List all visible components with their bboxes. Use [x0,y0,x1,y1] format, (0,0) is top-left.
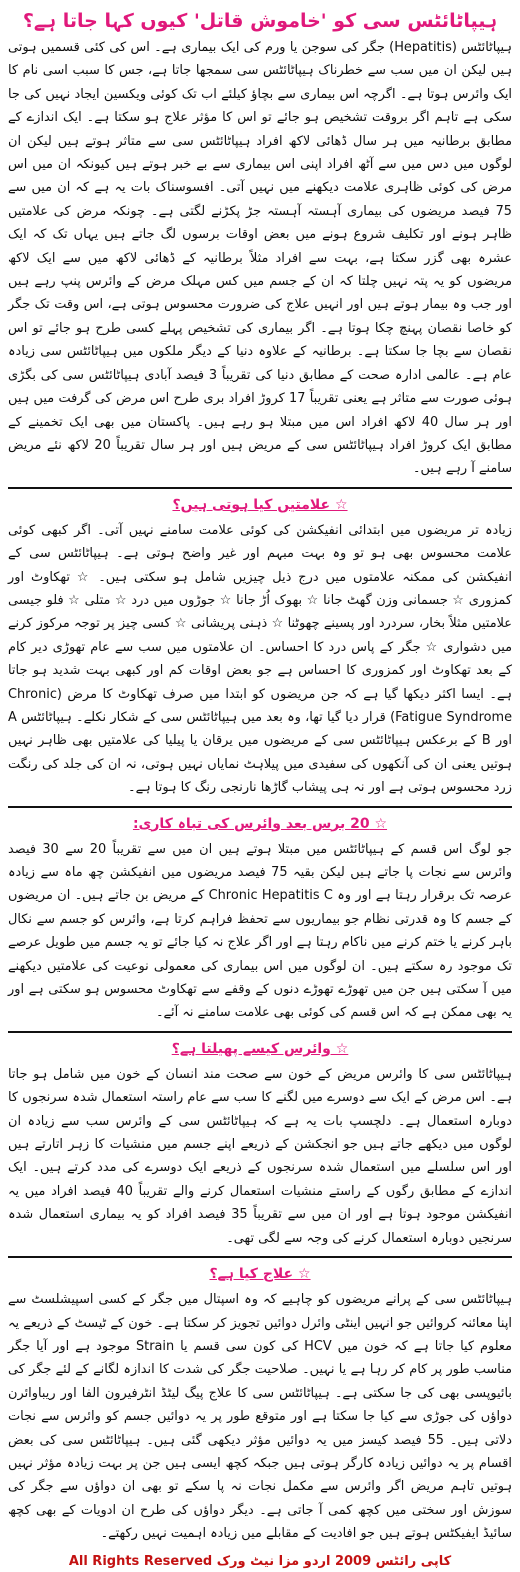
symptoms-paragraph: زیادہ تر مریضوں میں ابتدائی انفیکشن کی کوئی علامت سامنے نہیں آتی۔ اگر کبھی کوئی علامت محسوس بھی ہو تو وہ بہت مبہم اور غیر واضح ہوتی ہے۔ ہیپاٹائٹس سی کے انفیکشن کی ممکنہ علامتوں میں درج ذیل چیزیں شامل ہو سکتی ہیں۔ ☆ تھکاوٹ اور کمزوری ☆ جسمانی وزن گھٹ جانا ☆ بھوک اُڑ جانا ☆ جوڑوں میں درد ☆ متلی ☆ فلو جیسی علامتیں مثلاً بخار، سردرد اور پسینے چھوٹنا ☆ ذہنی پریشانی ☆ کسی چیز پر توجہ مرکوز کرنے میں دشواری ☆ جگر کے پاس درد کا احساس۔ ان علامتوں میں سب سے عام تھوڑی دیر کام کے بعد تھکاوٹ اور کمزوری کا احساس ہے جو بعض اوقات کم اور کبھی بہت شدید ہو جاتا ہے۔ ایسا اکثر دیکھا گیا ہے کہ جن مریضوں کو ابتدا میں صرف تھکاوٹ کا مرض (Chronic Fatigue Syndrome) قرار دیا گیا تھا، وہ بعد میں ہیپاٹائٹس سی کے شکار نکلے۔ ہیپاٹائٹس A اور B کے برعکس ہیپاٹائٹس سی کے مریضوں میں یرقان یا پیلیا کی علامتیں بھی ظاہر نہیں ہوتیں یعنی ان کی آنکھوں کی سفیدی میں پیلاہٹ نمایاں نہیں ہوتی، نہ ان کی جلد کی رنگت زرد محسوس ہوتی ہے اور نہ ہی پیشاب گاڑھا نارنجی رنگ کا ہوتا ہے۔ [8,522,513,796]
section-divider [8,487,512,489]
spread-heading: ☆ وائرس کیسے پھیلتا ہے؟ [171,1040,349,1057]
twenty-years-paragraph: جو لوگ اس قسم کے ہیپاٹائٹس میں مبتلا ہوتے ہیں ان میں سے تقریباً 20 سے 30 فیصد وائرس سے نجات پا جاتے ہیں لیکن بقیہ 75 فیصد مریضوں میں انفیکشن چھ ماہ سے زیادہ عرصہ تک برقرار رہتا ہے اور وہ Chronic Hepatitis C کے مریض بن جاتے ہیں۔ ان مریضوں کے جسم کا وہ قدرتی نظام جو بیماریوں سے تحفظ فراہم کرتا ہے، وائرس کو جسم سے نکال باہر کرنے یا ختم کرنے میں ناکام رہتا ہے اور اگر علاج نہ کیا جائے تو یہ جسم میں طویل عرصے تک موجود رہ سکتے ہیں۔ ان لوگوں میں اس بیماری کی معمولی نوعیت کی علامتیں دیکھنے میں آ سکتی ہیں جن میں تھوڑے تھوڑے دنوں کے وقفے سے تھکاوٹ محسوس ہو سکتی ہے اور یہ بھی ممکن ہے کہ اس قسم کی کوئی بھی علامت سامنے نہ آئے۔ [8,841,512,1021]
spread-paragraph: ہیپاٹائٹس سی کا وائرس مریض کے خون سے صحت مند انسان کے خون میں شامل ہو جاتا ہے۔ اس مرض کے ایک سے دوسرے میں لگنے کا سب سے عام راستہ استعمال شدہ سرنجوں کا دوبارہ استعمال ہے۔ دلچسپ بات یہ ہے کہ ہیپاٹائٹس سی کے وائرس سب سے زیادہ ان لوگوں میں دیکھے جاتے ہیں جو انجکشن کے ذریعے اپنے جسم میں منشیات کا زہر اتارتے ہیں اور اس سلسلے میں استعمال شدہ سرنجوں کے ذریعے ایک دوسرے کی مدد کرتے ہیں۔ ایک اندازے کے مطابق رگوں کے راستے منشیات استعمال کرنے والے تقریباً 40 فیصد افراد میں یہ انفیکشن موجود ہوتا ہے اور ان میں سے تقریباً 35 فیصد افراد کو یہ بیماری استعمال شدہ سرنجیں دوبارہ استعمال کرنے کی وجہ سے لگی تھی۔ [8,1066,512,1246]
treatment-paragraph: ہیپاٹائٹس سی کے پرانے مریضوں کو چاہیے کہ وہ اسپتال میں جگر کے کسی اسپیشلسٹ سے اپنا معائنہ کروائیں جو انہیں اینٹی وائرل دوائیں تجویز کر سکتا ہے۔ خون کے ٹیسٹ کے ذریعے یہ معلوم کیا جاتا ہے کہ خون میں HCV کی کون سی قسم یا Strain موجود ہے اور آیا جگر مناسب طور پر کام کر رہا ہے یا نہیں۔ صلاحیت جگر کی شدت کا اندازہ لگانے کے لئے جگر کی بائیوپسی بھی کی جا سکتی ہے۔ ہیپاٹائٹس سی کا علاج پیگ لیٹڈ انٹرفیرون الفا اور ریباوائرن دواؤں کی جوڑی سے کیا جا سکتا ہے اور متوقع طور پر یہ دوائیں جسم کو وائرس سے نجات دلاتی ہیں۔ 55 فیصد کیسز میں یہ دوائیں مؤثر دیکھی گئی ہیں۔ ہیپاٹائٹس سی کی بعض اقسام پر یہ دوائیں زیادہ کارگر ہوتی ہیں جبکہ کچھ ایسی ہیں جن پر بہت زیادہ مؤثر نہیں ہوتیں تاہم مریض اگر وائرس سے مکمل نجات نہ پا سکے تو بھی ان دواؤں سے جگر کی سوزش اور سختی میں کچھ کمی آ جاتی ہے۔ دیگر دواؤں کی طرح ان ادویات کے بھی کچھ سائیڈ ایفیکٹس ہوتے ہیں جو افادیت کے مقابلے میں زیادہ اہمیت نہیں رکھتے۔ [8,1292,512,1542]
section-divider [8,1031,512,1033]
symptoms-heading: ☆ علامتیں کیا ہوتی ہیں؟ [172,496,348,513]
treatment-heading: ☆ علاج کیا ہے؟ [209,1266,311,1283]
article-title: ہیپاٹائٹس سی کو 'خاموش قاتل' کیوں کہا جاتا ہے؟ [22,10,498,32]
section-divider [8,1256,512,1258]
section-divider [8,806,512,808]
intro-paragraph: ہیپاٹائٹس (Hepatitis) جگر کی سوجن یا ورم کی ایک بیماری ہے۔ اس کی کئی قسمیں ہوتی ہیں لیکن ان میں سب سے خطرناک ہیپاٹائٹس سی سمجھا جاتا ہے، جس کا سبب اسی نام کا ایک وائرس ہوتا ہے۔ اگرچہ اس بیماری سے بچاؤ کیلئے اب تک کوئی ویکسین ایجاد نہیں کی جا سکی ہے تاہم اگر بروقت تشخیص ہو جائے تو اس کا مؤثر علاج ہو سکتا ہے۔ ایک اندازے کے مطابق برطانیہ میں ہر سال ڈھائی لاکھ افراد ہیپاٹائٹس سی سے متاثر ہوتے ہیں لیکن ان لوگوں میں دس میں سے آٹھ افراد اپنی اس بیماری سے بے خبر ہوتے ہیں کیونکہ ان میں اس مرض کی کوئی ظاہری علامت دیکھنے میں نہیں آتی۔ افسوسناک بات یہ ہے کہ ان میں سے 75 فیصد مریضوں کی بیماری آہستہ آہستہ جڑ پکڑنے لگتی ہے۔ چونکہ مرض کی علامتیں ظاہر ہونے اور تکلیف شروع ہونے میں بعض اوقات برسوں لگ جاتے ہیں یہاں تک کہ ایک عشرہ بھی گزر سکتا ہے، بہت سے افراد مثلاً برطانیہ کے ڈھائی لاکھ میں سے ایک لاکھ مریضوں کو یہ پتہ نہیں چلتا کہ ان کے جسم میں کس مہلک مرض کے وائرس پنپ رہے ہیں اور جب وہ بیمار ہوتے ہیں اور انہیں علاج کی ضرورت محسوس ہوتی ہے، اس وقت تک جگر کو خاصا نقصان پہنچ چکا ہوتا ہے۔ اگر بیماری کی تشخیص پہلے کسی طرح ہو جائے تو اس نقصان سے بچا جا سکتا ہے۔ برطانیہ کے علاوہ دنیا کے دیگر ملکوں میں ہیپاٹائٹس سی زیادہ عام ہے۔ عالمی ادارہ صحت کے مطابق دنیا کی تقریباً 3 فیصد آبادی ہیپاٹائٹس سی کی بگڑی ہوئی صورت سے متاثر ہے یعنی تقریباً 17 کروڑ افراد بری طرح اس مرض کی گرفت میں ہیں اور ہر سال 40 لاکھ افراد اس میں مبتلا ہو رہے ہیں۔ پاکستان میں بھی ایک تخمینے کے مطابق ایک کروڑ افراد ہیپاٹائٹس سی کے مریض ہیں اور ہر سال تقریباً 20 لاکھ نئے مریض سامنے آ رہے ہیں۔ [8,40,513,477]
copyright-footer: کاپی رائٹس 2009 اردو مزا نیٹ ورک All Rights Reserved [68,1553,452,1569]
twenty-years-heading: ☆ 20 برس بعد وائرس کی تباہ کاری: [132,815,388,832]
